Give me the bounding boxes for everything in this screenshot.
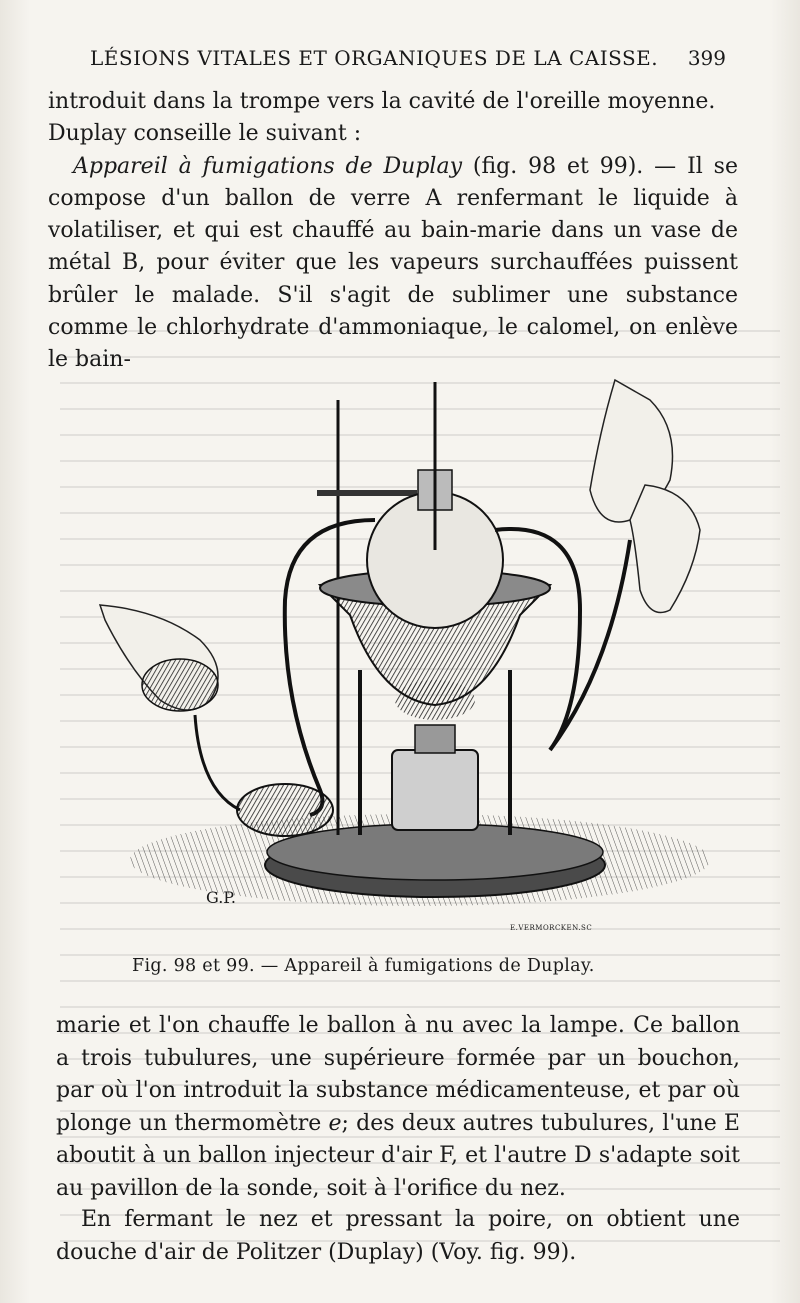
text-line: Duplay conseille le suivant : xyxy=(48,121,362,147)
text-block-last xyxy=(56,1204,740,1269)
paragraph-text: ; des deux autres tubulures, l'une E aboutit à un ballon injecteur d'air F, et l'autre D s'adapte soit au pavillon de la sonde, soit à l'orifice du nez. xyxy=(56,1110,740,1201)
paragraph-last: En fermant le nez et pressant la poire, on obtient une douche d'air de Politzer (Duplay) (Voy. fig. 99). xyxy=(56,1207,740,1265)
text-line: introduit dans la trompe vers la cavité de l'oreille moyenne. xyxy=(48,89,716,114)
air-tube-right xyxy=(495,529,630,750)
paragraph-text: marie et l'on chauffe le ballon à nu avec la lampe. Ce ballon a trois tubulures, une supérieure formée par un bouchon, par où l'on introduit la substance médicamenteuse, et par où plonge un thermomètre xyxy=(56,1013,740,1136)
running-title: LÉSIONS VITALES ET ORGANIQUES DE LA CAISSE. xyxy=(90,46,659,70)
spirit-lamp xyxy=(392,750,478,830)
text-block-top xyxy=(48,86,738,377)
air-bulb xyxy=(237,784,333,836)
patient-face xyxy=(630,485,700,613)
figure-engraving xyxy=(70,370,730,950)
clamp-arm xyxy=(317,490,417,496)
paragraph-continuation xyxy=(56,1010,740,1205)
page-number: 399 xyxy=(687,46,726,70)
section-heading-italic: Appareil à fumigations de Duplay xyxy=(73,153,462,179)
figure-caption: Fig. 98 et 99. — Appareil à fumigations de Duplay. xyxy=(132,956,595,976)
running-head xyxy=(90,46,730,76)
engraver-signature-right: E.VERMORCKEN.SC xyxy=(510,924,593,932)
paragraph-continuation xyxy=(48,86,738,151)
thermometer-letter: e xyxy=(328,1110,342,1136)
fumigation-apparatus-illustration xyxy=(70,370,730,950)
paragraph-text: (fig. 98 et 99). — Il se compose d'un ballon de verre A renfermant le liquide à volatiliser, et qui est chauffé au bain-marie dans un vase de métal B, pour éviter que les vapeurs surchauffées puissent brûler le malade. S'il s'agit de sublimer une substance comme le chlorhydrate d'ammoniaque, le calomel, on enlève le bain- xyxy=(48,153,738,373)
paragraph-apparatus xyxy=(48,151,738,377)
text-block-bottom xyxy=(56,1010,740,1205)
squeeze-bulb xyxy=(142,659,218,711)
engraver-signature-left: G.P. xyxy=(206,888,236,907)
